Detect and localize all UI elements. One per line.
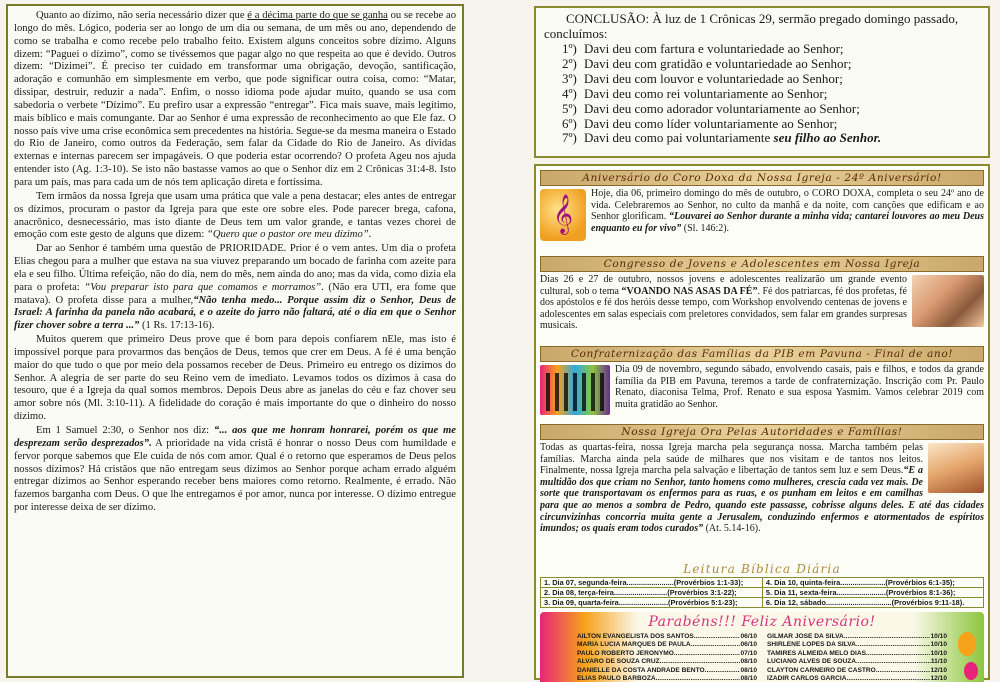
news-prayer: Todas as quartas-feira, nossa Igreja marcha pela segurança nossa. Marcha também pelas famílias. Marcha ainda pela saúde de milhares que nos visitam e de tantos nos leitos. Finalmente, nossa Igreja marcha pela salvação e libertação de tantos sem luz e sem Deus.“E a multidão dos que criam no Senhor, tanto homens como mulheres, crescia cada vez mais. De sorte que transportavam os enfermos para as ruas, e os punham em leitos e em camilhas para que ao menos a sombra de Pedro, quando este passasse, cobrisse alguns deles. E até das cidades circunvizinhas concorria muita gente a Jerusalem, conduzindo enfermos e atormentados de espíritos imundos; os quais eram todos curados” (At. 5.14-16).: [540, 442, 984, 535]
article-paragraph-2: Tem irmãos da nossa Igreja que usam uma prática que vale a pena destacar; eles antes de entregar os dízimos, procuram o pastor da Igreja para que este ore sobre eles. Pode parecer brega, cafona, anacrônico, desnecessário, mas isto diante de Deus tem um valor grande, e tantas vezes chorei de emoção com este gesto de alguns que dizem: “Quero que o pastor ore meu dízimo”.: [14, 190, 456, 241]
reading-title: Leitura Bíblica Diária: [683, 562, 841, 576]
news-choir: 𝄞 Hoje, dia 06, primeiro domingo do mês de outubro, o CORO DOXA, completa o seu 24º ano de vida. Celebraremos ao Senhor, no culto da manhã e da noite, com canções que edificam e ao Senhor glorificam. “Louvarei ao Senhor durante a minha vida; cantarei louvores ao meu Deus enquanto eu for vivo” (Sl. 146:2).: [540, 188, 984, 254]
birthday-row: [767, 667, 947, 675]
birthday-date: 12/10: [930, 675, 947, 682]
birthday-list-left: [577, 633, 757, 682]
conclusion-item: 1º) Davi deu com fartura e voluntariedade ao Senhor;: [562, 41, 844, 56]
leader-dots: [856, 658, 931, 666]
news-families: Dia 09 de novembro, segundo sábado, envolvendo casais, pais e filhos, e todos da grande família da PIB em Pavuna, teremos a tarde de confraternização. Inscrição com Pr. Paulo Renato, diaconisa Telma, Prof. Renato e sua esposa Yasmim. Vamos celebrar 2019 com muita gratidão ao Senhor.: [540, 364, 984, 422]
birthday-name: IZADIR CARLOS GARCIA: [767, 675, 847, 682]
family-silhouettes-image: [540, 365, 610, 415]
birthday-list-right: [767, 633, 947, 682]
conclusion-list: [562, 42, 980, 146]
reading-cell: 4. Dia 10, quinta-feira......................(Provérbios 6:1-35);: [762, 578, 983, 588]
birthday-row: [577, 641, 757, 649]
article-paragraph-4: Muitos querem que primeiro Deus prove que é bom para depois confiarem nEle, mas isto é impossível porque para provarmos das bençãos de Deus, temos que crer em Deus. A fé é uma benção maior do que tudo o que por meio dela possamos receber de Deus. Primeiro eu entrego os dízimos do Senhor. A alegria de ser parte do seu Reino vem de imediato. Levamos todos os dízimos à casa do tesouro, que é a Igreja da qual somos membros. Depois Deus abre as janelas do céu e faz chover seu amor sobre nós (Ml. 3:10-11). A fidelidade do coração é mais importante do que o dinheiro do nosso dízimo.: [14, 334, 456, 423]
table-row: [541, 588, 984, 598]
birthday-name: ELIAS PAULO BARBOZA: [577, 675, 656, 682]
conclusion-intro: CONCLUSÃO: À luz de 1 Crônicas 29, sermão pregado domingo passado, concluímos:: [544, 11, 959, 41]
article-paragraph-1: Quanto ao dízimo, não seria necessário dizer que é a décima parte do que se ganha ou se recebe ao longo do mês. Lógico, poderia ser ao longo de um dia ou semana, de um mês ou ano, dependendo de como se trabalha e como recebe pelo trabalho feito. Existem alguns conceitos sobre dízimo. Alguns dizem: “Paguei o dízimo”, como se tivéssemos que pagar algo no que respeita ao que é devido. Outros dizem: “Dizimei”. É preciso ter cuidado em transformar uma obrigação, devoção, santificação, adoração e comunhão em simplesmente em verbo, que pode significar outra coisa, como: “Matar, dissipar, destruir, reduzir a nada”. Enfim, o nosso idioma pode ajudar muito, quando se usa com sabedoria o verbete “Dízimo”. Eu prefiro usar a expressão “entregar”. Fica mais suave, mais legítimo, mais bíblico e mais comungante. Dar ao Senhor é uma expressão de reconhecimento ao que Ele faz. O nosso país vive uma crise econômica sem precedentes na história. Segue-se da mesma maneira o Estado do Rio de Janeiro, como outros da Federação, sem falar da Cidade do Rio de Janeiro. As dívidas externas e internas parecem ser impagáveis. O que poderia estar ocorrendo? O profeta Ageu nos ajuda entender isto (Ag. 1:3-10). Se isto não bastasse vamos ao que o Senhor diz em 2 Crônicas 31:4-8. Isto para um país, mas para cada um de nós tem aplicação direta e fortíssima.: [14, 10, 456, 188]
birthday-name: AILTON EVANGELISTA DOS SANTOS: [577, 633, 694, 640]
birthday-name: CLAYTON CARNEIRO DE CASTRO: [767, 666, 876, 674]
birthday-date: 07/10: [740, 649, 757, 657]
leader-dots: [856, 641, 931, 649]
birthday-row: [767, 650, 947, 658]
leader-dots: [674, 650, 741, 658]
right-column: [532, 4, 994, 682]
leader-dots: [705, 667, 741, 675]
leader-dots: [847, 675, 931, 682]
reading-cell: 1. Dia 07, segunda-feira.......................(Provérbios 1:1-33);: [541, 578, 763, 588]
birthday-name: DANIELLE DA COSTA ANDRADE BENTO: [577, 666, 705, 674]
leader-dots: [866, 650, 930, 658]
birthday-row: [577, 633, 757, 641]
youth-photo: [912, 275, 984, 327]
birthday-date: 08/10: [740, 675, 757, 682]
leader-dots: [876, 667, 931, 675]
birthday-date: 06/10: [740, 641, 757, 649]
birthday-box: [540, 612, 984, 682]
treble-clef-icon: 𝄞: [540, 189, 586, 241]
birthday-date: 08/10: [740, 658, 757, 666]
conclusion-item: 7º) Davi deu como pai voluntariamente seu filho ao Senhor.: [562, 130, 882, 146]
birthday-columns: [540, 633, 984, 682]
birthday-row: [577, 675, 757, 682]
reading-cell: 3. Dia 09, quarta-feira........................(Provérbios 5:1-23);: [541, 598, 763, 608]
conclusion-item: 5º) Davi deu como adorador voluntariamente ao Senhor;: [562, 100, 860, 116]
article-paragraph-3: Dar ao Senhor é também uma questão de PRIORIDADE. Prior é o vem antes. Um dia o profeta Elias chegou para a mulher que estava na sua viuvez preparando um bocado de farinha com azeite para ela e seu filho. Última refeição, não do dia, nem do mês, nem ainda do ano; mas da vida, como dizia ela para o profeta: “Vou preparar isto para que comamos e morramos”. (Não era UTI, era fome que matava). O profeta disse para a mulher,“Não tenha medo... Porque assim diz o Senhor, Deus de Israel: A farinha da panela não acabará, e o azeite do jarro não faltará, até o dia em que o Senhor fizer chover sobre a terra ...” (1 Rs. 17:13-16).: [14, 243, 456, 332]
leader-dots: [694, 633, 741, 641]
conclusion-box: [534, 6, 990, 158]
leader-dots: [844, 633, 931, 641]
birthday-date: 11/10: [930, 658, 947, 666]
leader-dots: [656, 675, 741, 682]
birthday-date: 06/10: [740, 633, 757, 640]
birthday-title: Parabéns!!! Feliz Aniversário!: [648, 614, 876, 630]
balloon-icon: [958, 632, 976, 656]
article-paragraph-5: Em 1 Samuel 2:30, o Senhor nos diz: “... aos que me honram honrarei, porém os que me desprezam serão desprezados”. A prioridade na vida cristã é honrar o nosso Deus com humildade e fervor porque sabemos que Ele cuida de nós com amor. Qual é o retorno que esperamos de Deus pelos nossos dízimos? Há cristãos que não entregam seus dízimos ao Senhor porque acham errado alguém entregar dízimos ao Senhor esperando receber bens maiores como retorno. Realmente, é errado. Não fazemos barganha com Deus. O que lhe entregamos é por amor, nunca por interesse. O dízimo entregue por interesse deixa de ser dízimo.: [14, 425, 456, 514]
birthday-name: LUCIANO ALVES DE SOUZA: [767, 658, 857, 666]
birthday-row: [577, 667, 757, 675]
birthday-date: 08/10: [740, 666, 757, 674]
conclusion-item: 3º) Davi deu com louvor e voluntariedade ao Senhor;: [562, 70, 843, 86]
reading-table: [540, 577, 984, 608]
reading-cell: 6. Dia 12, sábado................................(Provérbios 9:11-18).: [762, 598, 983, 608]
reading-cell: 2. Dia 08, terça-feira..........................(Provérbios 3:1-22);: [541, 588, 763, 598]
birthday-name: ALVARO DE SOUZA CRUZ: [577, 658, 660, 666]
birthday-row: [577, 650, 757, 658]
birthday-row: [577, 658, 757, 666]
birthday-name: SHIRLENE LOPES DA SILVA: [767, 641, 856, 649]
birthday-row: [767, 641, 947, 649]
news-title-prayer: Nossa Igreja Ora Pelas Autoridades e Famílias!: [540, 424, 984, 440]
birthday-date: 10/10: [930, 649, 947, 657]
conclusion-item: 4º) Davi deu como rei voluntariamente ao Senhor;: [562, 85, 828, 101]
news-title-youth: Congresso de Jovens e Adolescentes em Nossa Igreja: [540, 256, 984, 272]
reading-cell: 5. Dia 11, sexta-feira........................(Provérbios 8:1-36);: [762, 588, 983, 598]
birthday-date: 10/10: [930, 641, 947, 649]
news-title-families: Confraternização das Famílias da PIB em Pavuna - Final de ano!: [540, 346, 984, 362]
table-row: [541, 598, 984, 608]
birthday-name: TAMIRES ALMEIDA MELO DIAS: [767, 649, 867, 657]
birthday-name: MARIA LUCIA MARQUES DE PAULA: [577, 641, 691, 649]
prayer-photo: [928, 443, 984, 493]
birthday-row: [767, 658, 947, 666]
birthday-row: [767, 633, 947, 641]
tithe-article: [6, 4, 464, 678]
birthday-date: 12/10: [930, 666, 947, 674]
table-row: [541, 578, 984, 588]
conclusion-item: 6º) Davi deu como líder voluntariamente ao Senhor;: [562, 115, 838, 131]
news-title-choir: Aniversário do Coro Doxa da Nossa Igreja - 24º Aniversário!: [540, 170, 984, 186]
birthday-date: 10/10: [930, 633, 947, 640]
conclusion-item: 2º) Davi deu com gratidão e voluntariedade ao Senhor;: [562, 55, 852, 71]
birthday-name: PAULO ROBERTO JERONYMO: [577, 649, 674, 657]
news-youth: Dias 26 e 27 de outubro, nossos jovens e adolescentes realizarão um grande evento cultural, sob o tema “VOANDO NAS ASAS DA FÉ”. Fé dos patriarcas, fé dos profetas, fé dos apóstolos e fé dos heróis desse tempo, com Workshop envolvendo centenas de jovens e adolescentes em salas especiais com preletores convidados, sem falar em grandes surpresas musicais.: [540, 274, 984, 344]
balloon-icon: [964, 662, 978, 680]
leader-dots: [691, 641, 741, 649]
church-bulletin: [534, 164, 990, 680]
birthday-name: GILMAR JOSE DA SILVA: [767, 633, 844, 640]
leader-dots: [660, 658, 741, 666]
birthday-row: [767, 675, 947, 682]
